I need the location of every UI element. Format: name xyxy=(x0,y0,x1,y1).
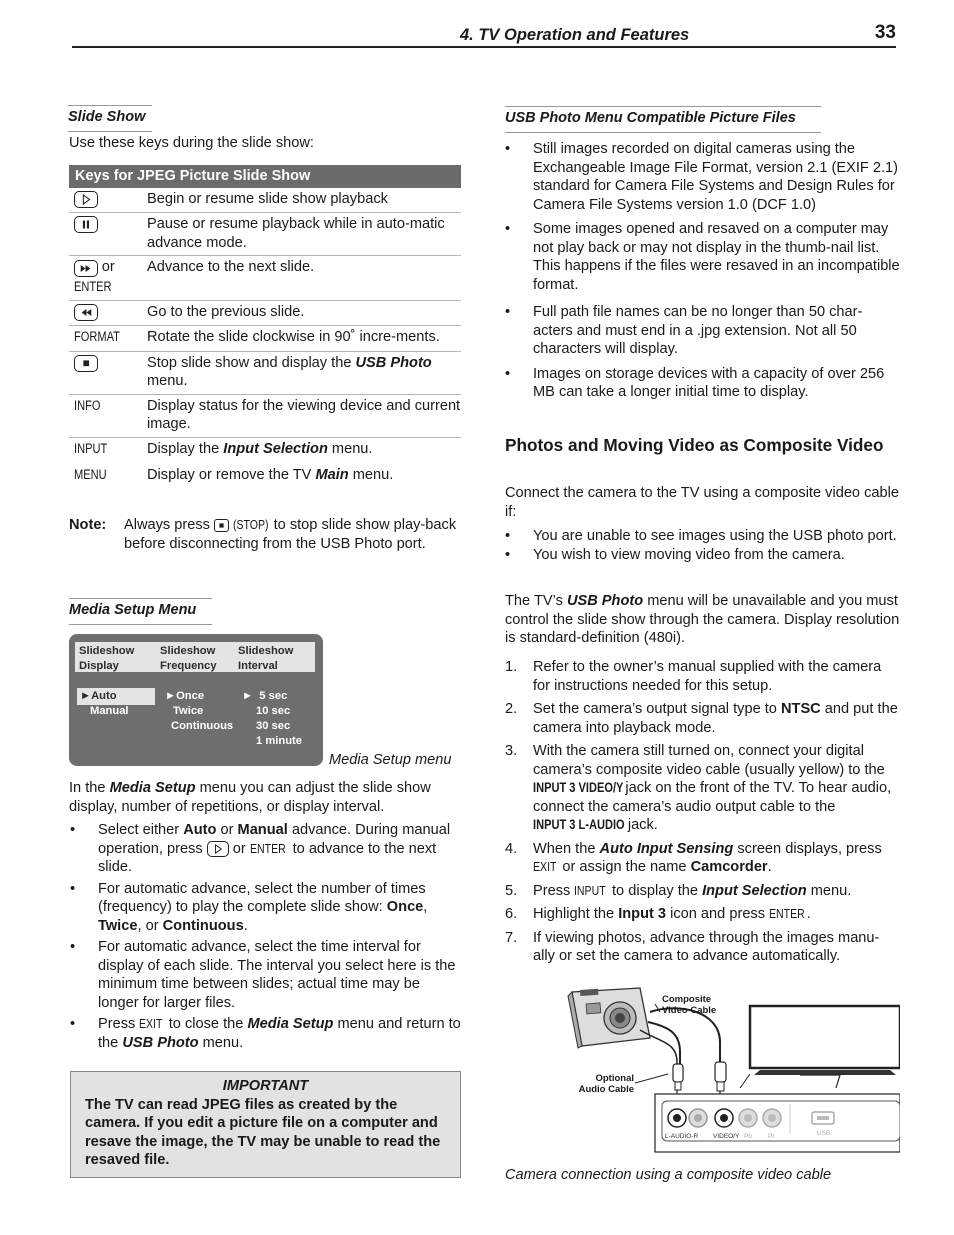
play-icon xyxy=(207,841,229,857)
jack-label-pb: Pb xyxy=(744,1133,752,1140)
pause-icon xyxy=(74,216,98,233)
menu-key-label: MENU xyxy=(74,467,107,482)
rewind-icon xyxy=(74,304,98,321)
key-cell xyxy=(69,466,147,486)
menu-option-10sec[interactable]: 10 sec xyxy=(256,705,291,717)
usb-files-heading: USB Photo Menu Compatible Picture Files xyxy=(505,106,821,133)
format-key-label: FORMAT xyxy=(74,329,120,344)
key-desc-tail: menu. xyxy=(352,467,394,483)
composite-paragraph: The TV’s USB Photo menu will be unavailable and you must control the slide show through the camera. Display resolution is standard-definition (480i). xyxy=(505,593,900,646)
key-desc: Rotate the slide clockwise in 90˚ incre-ments. xyxy=(147,329,440,345)
media-setup-heading: Media Setup Menu xyxy=(69,598,212,625)
chapter-title: 4. TV Operation and Features xyxy=(460,26,690,44)
menu-option-5sec[interactable]: ► 5 sec xyxy=(242,690,288,702)
menu-option-continuous[interactable]: Continuous xyxy=(171,720,234,732)
key-desc-emphasis: Main xyxy=(315,467,349,483)
keys-table-title: Keys for JPEG Picture Slide Show xyxy=(69,165,461,188)
media-setup-intro: In the Media Setup menu you can adjust the slide show display, number of repetitions, or display interval. xyxy=(69,780,431,815)
key-desc-tail: menu. xyxy=(147,373,188,389)
key-desc: Go to the previous slide. xyxy=(147,304,305,320)
key-cell xyxy=(69,354,147,391)
key-cell xyxy=(69,328,147,348)
list-item: • You are unable to see images using the USB photo port. xyxy=(505,528,897,544)
fast-forward-icon xyxy=(74,260,98,277)
important-box xyxy=(70,1071,461,1178)
menu-caption: Media Setup menu xyxy=(329,752,452,768)
key-desc-emphasis: USB Photo xyxy=(355,354,432,371)
table-row xyxy=(69,352,461,395)
note-label: Note: xyxy=(69,517,107,533)
list-item: • You wish to view moving video from the camera. xyxy=(505,546,845,563)
key-cell xyxy=(69,190,147,209)
list-item: 4. When the Auto Input Sensing screen displays, press EXIT or assign the name Camcorder. xyxy=(505,840,882,875)
key-desc-text: Stop slide show and display the xyxy=(147,354,352,371)
list-item: 6. Highlight the Input 3 icon and press ENTER . xyxy=(505,906,811,922)
menu-option-30sec[interactable]: 30 sec xyxy=(256,720,291,732)
key-desc-text: Display or remove the TV xyxy=(147,467,312,483)
key-desc-tail: menu. xyxy=(331,440,373,457)
key-cell xyxy=(69,215,147,252)
key-cell xyxy=(69,303,147,322)
setup-steps xyxy=(505,658,900,966)
menu-option-1minute[interactable]: 1 minute xyxy=(256,735,303,747)
media-setup-menu-screen xyxy=(69,634,323,766)
connection-diagram xyxy=(560,982,900,1157)
page-number: 33 xyxy=(874,22,896,43)
composite-bullets xyxy=(505,527,900,564)
media-setup-bullets xyxy=(70,821,464,1052)
list-item: 1. Refer to the owner’s manual supplied with the camera for instructions needed for this setup. xyxy=(505,659,882,694)
key-cell xyxy=(69,258,147,297)
composite-cable-label: Composite Video Cable xyxy=(662,994,717,1016)
stop-key-label: (STOP) xyxy=(233,517,269,532)
slide-show-heading: Slide Show xyxy=(68,105,152,132)
table-row xyxy=(69,326,461,352)
stop-icon xyxy=(214,519,229,532)
table-row xyxy=(69,395,461,438)
key-or: or xyxy=(101,259,115,275)
important-title: IMPORTANT xyxy=(222,1078,309,1094)
key-desc xyxy=(147,354,461,391)
play-icon xyxy=(74,191,98,208)
key-cell xyxy=(69,440,147,460)
table-row xyxy=(69,301,461,326)
list-item: • For automatic advance, select the time interval for display of each slide. The interval you select here is the minimum time between slides; actual time may be longer for larger files. xyxy=(70,939,456,1011)
table-row xyxy=(69,213,461,256)
menu-option-manual[interactable]: Manual xyxy=(90,705,129,717)
menu-option-twice[interactable]: Twice xyxy=(173,705,204,717)
menu-col3-header: Slideshow Interval xyxy=(238,645,294,672)
composite-intro: Connect the camera to the TV using a composite video cable if: xyxy=(505,485,899,520)
note-text xyxy=(124,516,461,553)
key-cell xyxy=(69,397,147,434)
keys-table xyxy=(69,165,461,489)
jack-label-pr: Pr xyxy=(768,1133,775,1140)
list-item: • Some images opened and resaved on a computer may not play back or may not display in the thumb-nail list. This happens if the files were resaved in an incompatible format. xyxy=(505,221,900,293)
menu-option-once[interactable]: ►Once xyxy=(165,690,205,702)
jack-label-usb: USB xyxy=(817,1130,831,1137)
menu-col1-header: Slideshow Display xyxy=(79,645,135,672)
usb-files-bullets xyxy=(505,140,900,402)
table-row xyxy=(69,464,461,489)
list-item: • For automatic advance, select the number of times (frequency) to play the complete slide show: Once, Twice, or Continuous. xyxy=(70,880,428,934)
camera-icon xyxy=(568,988,650,1048)
key-desc xyxy=(147,466,461,486)
table-row xyxy=(69,188,461,213)
list-item: 3. With the camera still turned on, connect your digital camera’s composite video cable (usually yellow) to the INPUT 3 VIDEO/Y jack on the front of the TV. To hear audio, connect the camera’s audio output cable to the INPUT 3 L-AUDIO jack. xyxy=(505,743,892,833)
list-item: • Images on storage devices with a capacity of over 256 MB can take a longer initial time to display. xyxy=(505,365,885,400)
list-item: • Select either Auto or Manual advance. During manual operation, press or ENTER to advance to the next slide. xyxy=(70,822,451,875)
note-pre: Always press xyxy=(124,517,210,533)
list-item: • Still images recorded on digital cameras using the Exchangeable Image File Format, version 2.1 (EXIF 2.1) standard for Camera File Systems and Design Rules for Camera File Systems version 1.0 (DCF 1.0) xyxy=(505,141,899,213)
audio-cable-label: Optional Audio Cable xyxy=(578,1073,634,1095)
list-item: • Press EXIT to close the Media Setup menu and return to the USB Photo menu. xyxy=(70,1016,461,1051)
list-item: • Full path file names can be no longer than 50 char-acters and must end in a .jpg extension. Not all 50 characters will display. xyxy=(505,304,863,357)
table-row xyxy=(69,438,461,465)
composite-heading: Photos and Moving Video as Composite Video xyxy=(505,435,884,455)
list-item: 2. Set the camera’s output signal type to NTSC and put the camera into playback mode. xyxy=(505,701,898,736)
key-desc: Pause or resume playback while in auto-matic advance mode. xyxy=(147,216,445,251)
note-post: to stop slide show play-back before disconnecting from the USB Photo port. xyxy=(124,517,457,552)
jack-label-audio: L-AUDIO-R xyxy=(665,1133,699,1140)
header-rule xyxy=(72,46,896,48)
key-desc: Advance to the next slide. xyxy=(147,259,315,275)
list-item: 5. Press INPUT to display the Input Selection menu. xyxy=(505,882,852,899)
jack-label-video: VIDEO/Y xyxy=(713,1133,740,1140)
key-desc: Begin or resume slide show playback xyxy=(147,191,388,207)
key-desc-text: Display the xyxy=(147,440,220,457)
table-row xyxy=(69,256,461,301)
diagram-caption: Camera connection using a composite video cable xyxy=(505,1167,832,1183)
stop-icon xyxy=(74,355,98,372)
enter-key-label: ENTER xyxy=(74,278,112,294)
list-item: 7. If viewing photos, advance through the images manu-ally or set the camera to advance automatically. xyxy=(505,929,880,964)
key-desc xyxy=(147,440,461,460)
key-desc-emphasis: Input Selection xyxy=(223,440,328,457)
info-key-label: INFO xyxy=(74,397,101,413)
menu-col2-header: Slideshow Frequency xyxy=(160,645,217,672)
key-desc: Display status for the viewing device and current image. xyxy=(147,397,461,432)
slide-show-intro: Use these keys during the slide show: xyxy=(69,135,314,151)
input-key-label: INPUT xyxy=(74,440,108,456)
important-text: The TV can read JPEG files as created by the camera. If you edit a picture file on a computer and resave the image, the TV may be unable to read the resaved file. xyxy=(85,1096,441,1168)
menu-option-auto[interactable]: ►Auto xyxy=(80,690,117,702)
